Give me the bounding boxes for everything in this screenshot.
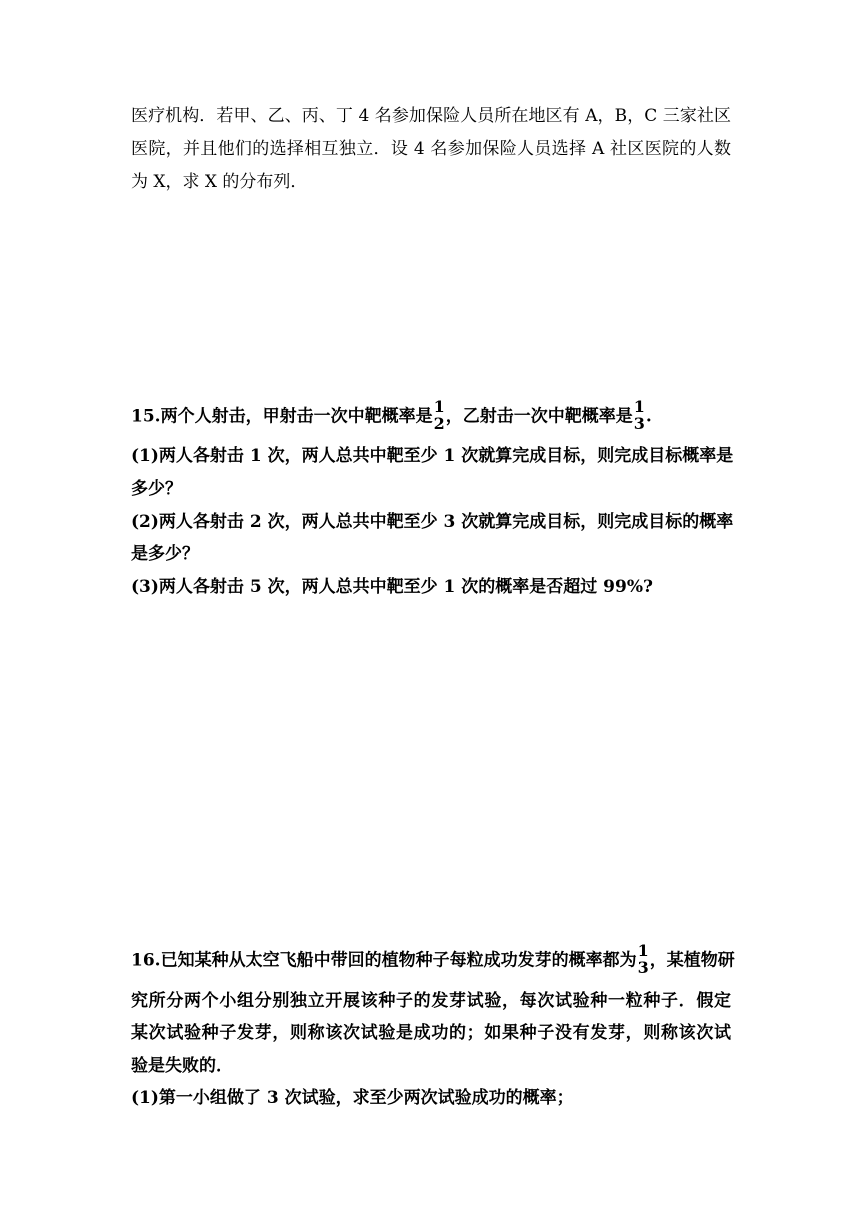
q16-part-1: (1)第一小组做了 3 次试验，求至少两次试验成功的概率；	[131, 1088, 574, 1108]
q15-part-1-line-1: (1)两人各射击 1 次，两人总共中靶至少 1 次就算完成目标，则完成目标概率是	[131, 446, 734, 466]
q15-part-2-line-1: (2)两人各射击 2 次，两人总共中靶至少 3 次就算完成目标，则完成目标的概率	[131, 512, 734, 532]
q16-text-line-4: 验是失败的．	[131, 1056, 233, 1076]
q15-stem-part-c: .	[645, 406, 652, 427]
q16-text-line-3: 某次试验种子发芽，则称该次试验是成功的；如果种子没有发芽，则称该次试	[131, 1023, 731, 1043]
q14-text-line-2: 医院，并且他们的选择相互独立．设 4 名参加保险人员选择 A 社区医院的人数	[131, 139, 731, 159]
q16-stem	[131, 941, 735, 978]
q14-text-line-1: 医疗机构．若甲、乙、丙、丁 4 名参加保险人员所在地区有 A，B，C 三家社区	[131, 106, 731, 126]
fraction-numerator: 1	[633, 397, 645, 416]
q15-stem	[131, 397, 731, 434]
fraction-denominator: 3	[637, 958, 649, 977]
fraction-numerator: 1	[637, 941, 649, 960]
q15-part-2-line-2: 是多少？	[131, 544, 199, 564]
q16-stem-part-a: 16.已知某种从太空飞船中带回的植物种子每粒成功发芽的概率都为	[131, 950, 637, 971]
q14-text-line-3: 为 X，求 X 的分布列．	[131, 172, 308, 192]
fraction-one-third	[634, 398, 645, 432]
q16-stem-part-b: ，某植物研	[649, 950, 735, 971]
fraction-one-third	[638, 942, 649, 976]
q16-text-line-2: 究所分两个小组分别独立开展该种子的发芽试验，每次试验种一粒种子．假定	[131, 991, 731, 1011]
q15-part-3: (3)两人各射击 5 次，两人总共中靶至少 1 次的概率是否超过 99%?	[131, 577, 653, 597]
q15-part-1-line-2: 多少？	[131, 479, 182, 499]
fraction-one-half	[434, 398, 445, 432]
q15-stem-part-a: 15.两个人射击，甲射击一次中靶概率是	[131, 406, 433, 427]
fraction-denominator: 2	[433, 414, 445, 433]
q15-stem-part-b: ，乙射击一次中靶概率是	[445, 406, 633, 427]
fraction-denominator: 3	[633, 414, 645, 433]
fraction-numerator: 1	[433, 397, 445, 416]
